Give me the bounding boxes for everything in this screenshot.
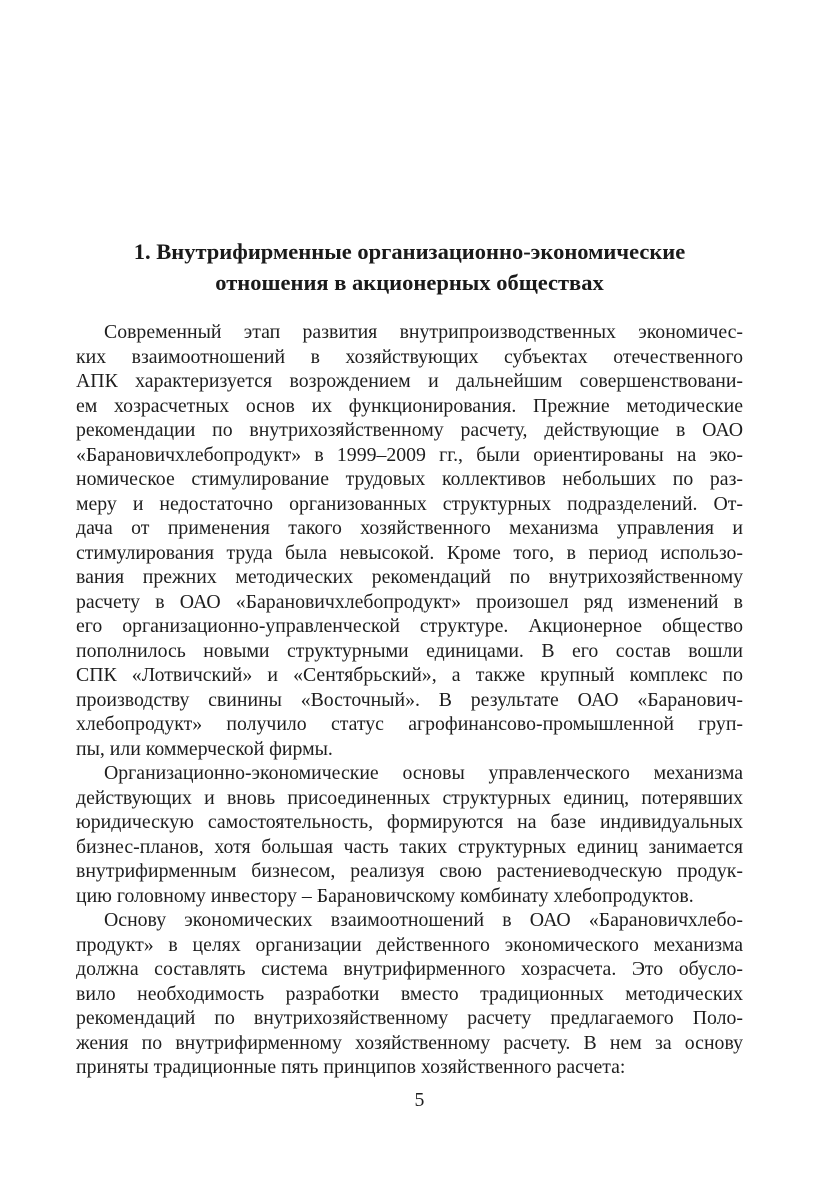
text-line: дача от применения такого хозяйственного механизма управления и [76,517,743,539]
text-line: должна составлять система внутрифирменного хозрасчета. Это обусло- [76,958,743,980]
text-line: его организационно-управленческой структуре. Акционерное общество [76,615,743,637]
text-line: юридическую самостоятельность, формируются на базе индивидуальных [76,811,743,833]
text-line: внутрифирменным бизнесом, реализуя свою растениеводческую продук- [76,860,743,882]
text-line: рекомендаций по внутрихозяйственному расчету предлагаемого Поло- [76,1007,743,1029]
text-line: жения по внутрифирменному хозяйственному расчету. В нем за основу [76,1031,743,1054]
chapter-title-line-1: 1. Внутрифирменные организационно-экономические [133,239,686,264]
page-number: 5 [414,1089,425,1111]
text-line: бизнес-планов, хотя большая часть таких структурных единиц занимается [76,835,743,858]
text-line: приняты традиционные пять принципов хозяйственного расчета: [76,1056,626,1078]
chapter-title [76,236,743,298]
text-line: СПК «Лотвичский» и «Сентябрьский», а также крупный комплекс по [76,664,743,686]
body-text [76,320,743,1080]
chapter-title-line-2: отношения в акционерных обществах [215,270,604,295]
text-line: номическое стимулирование трудовых коллективов небольших по раз- [76,468,743,490]
text-line: пополнилось новыми структурными единицами. В его состав вошли [76,639,743,662]
text-line: расчету в ОАО «Барановичхлебопродукт» произошел ряд изменений в [76,590,743,613]
page-body [76,236,743,1080]
text-line: Организационно-экономические основы управленческого механизма [104,762,743,784]
text-line: вания прежних методических рекомендаций по внутрихозяйственному [76,566,743,588]
text-line: меру и недостаточно организованных структурных подразделений. От- [76,492,743,515]
paragraph [76,761,743,908]
paragraph [76,320,743,761]
text-line: «Барановичхлебопродукт» в 1999–2009 гг., были ориентированы на эко- [76,443,743,466]
text-line: пы, или коммерческой фирмы. [76,737,333,760]
text-line: ких взаимоотношений в хозяйствующих субъектах отечественного [76,345,743,368]
text-line: вило необходимость разработки вместо традиционных методических [76,982,743,1005]
text-line: цию головному инвестору – Барановичскому комбинату хлебопродуктов. [76,884,694,907]
text-line: АПК характеризуется возрождением и дальнейшим совершенствовани- [76,370,743,392]
text-line: рекомендации по внутрихозяйственному расчету, действующие в ОАО [76,419,743,441]
text-line: действующих и вновь присоединенных структурных единиц, потерявших [76,786,743,809]
text-line: Современный этап развития внутрипроизводственных экономичес- [104,321,743,343]
paragraph [76,908,743,1080]
text-line: производству свинины «Восточный». В результате ОАО «Баранович- [76,688,743,711]
text-line: продукт» в целях организации действенного экономического механизма [76,933,743,956]
text-line: стимулирования труда была невысокой. Кроме того, в период использо- [76,541,743,564]
text-line: Основу экономических взаимоотношений в ОАО «Барановичхлебо- [104,909,743,931]
text-line: ем хозрасчетных основ их функционирования. Прежние методические [76,394,743,417]
text-line: хлебопродукт» получило статус агрофинансово-промышленной груп- [76,713,743,735]
